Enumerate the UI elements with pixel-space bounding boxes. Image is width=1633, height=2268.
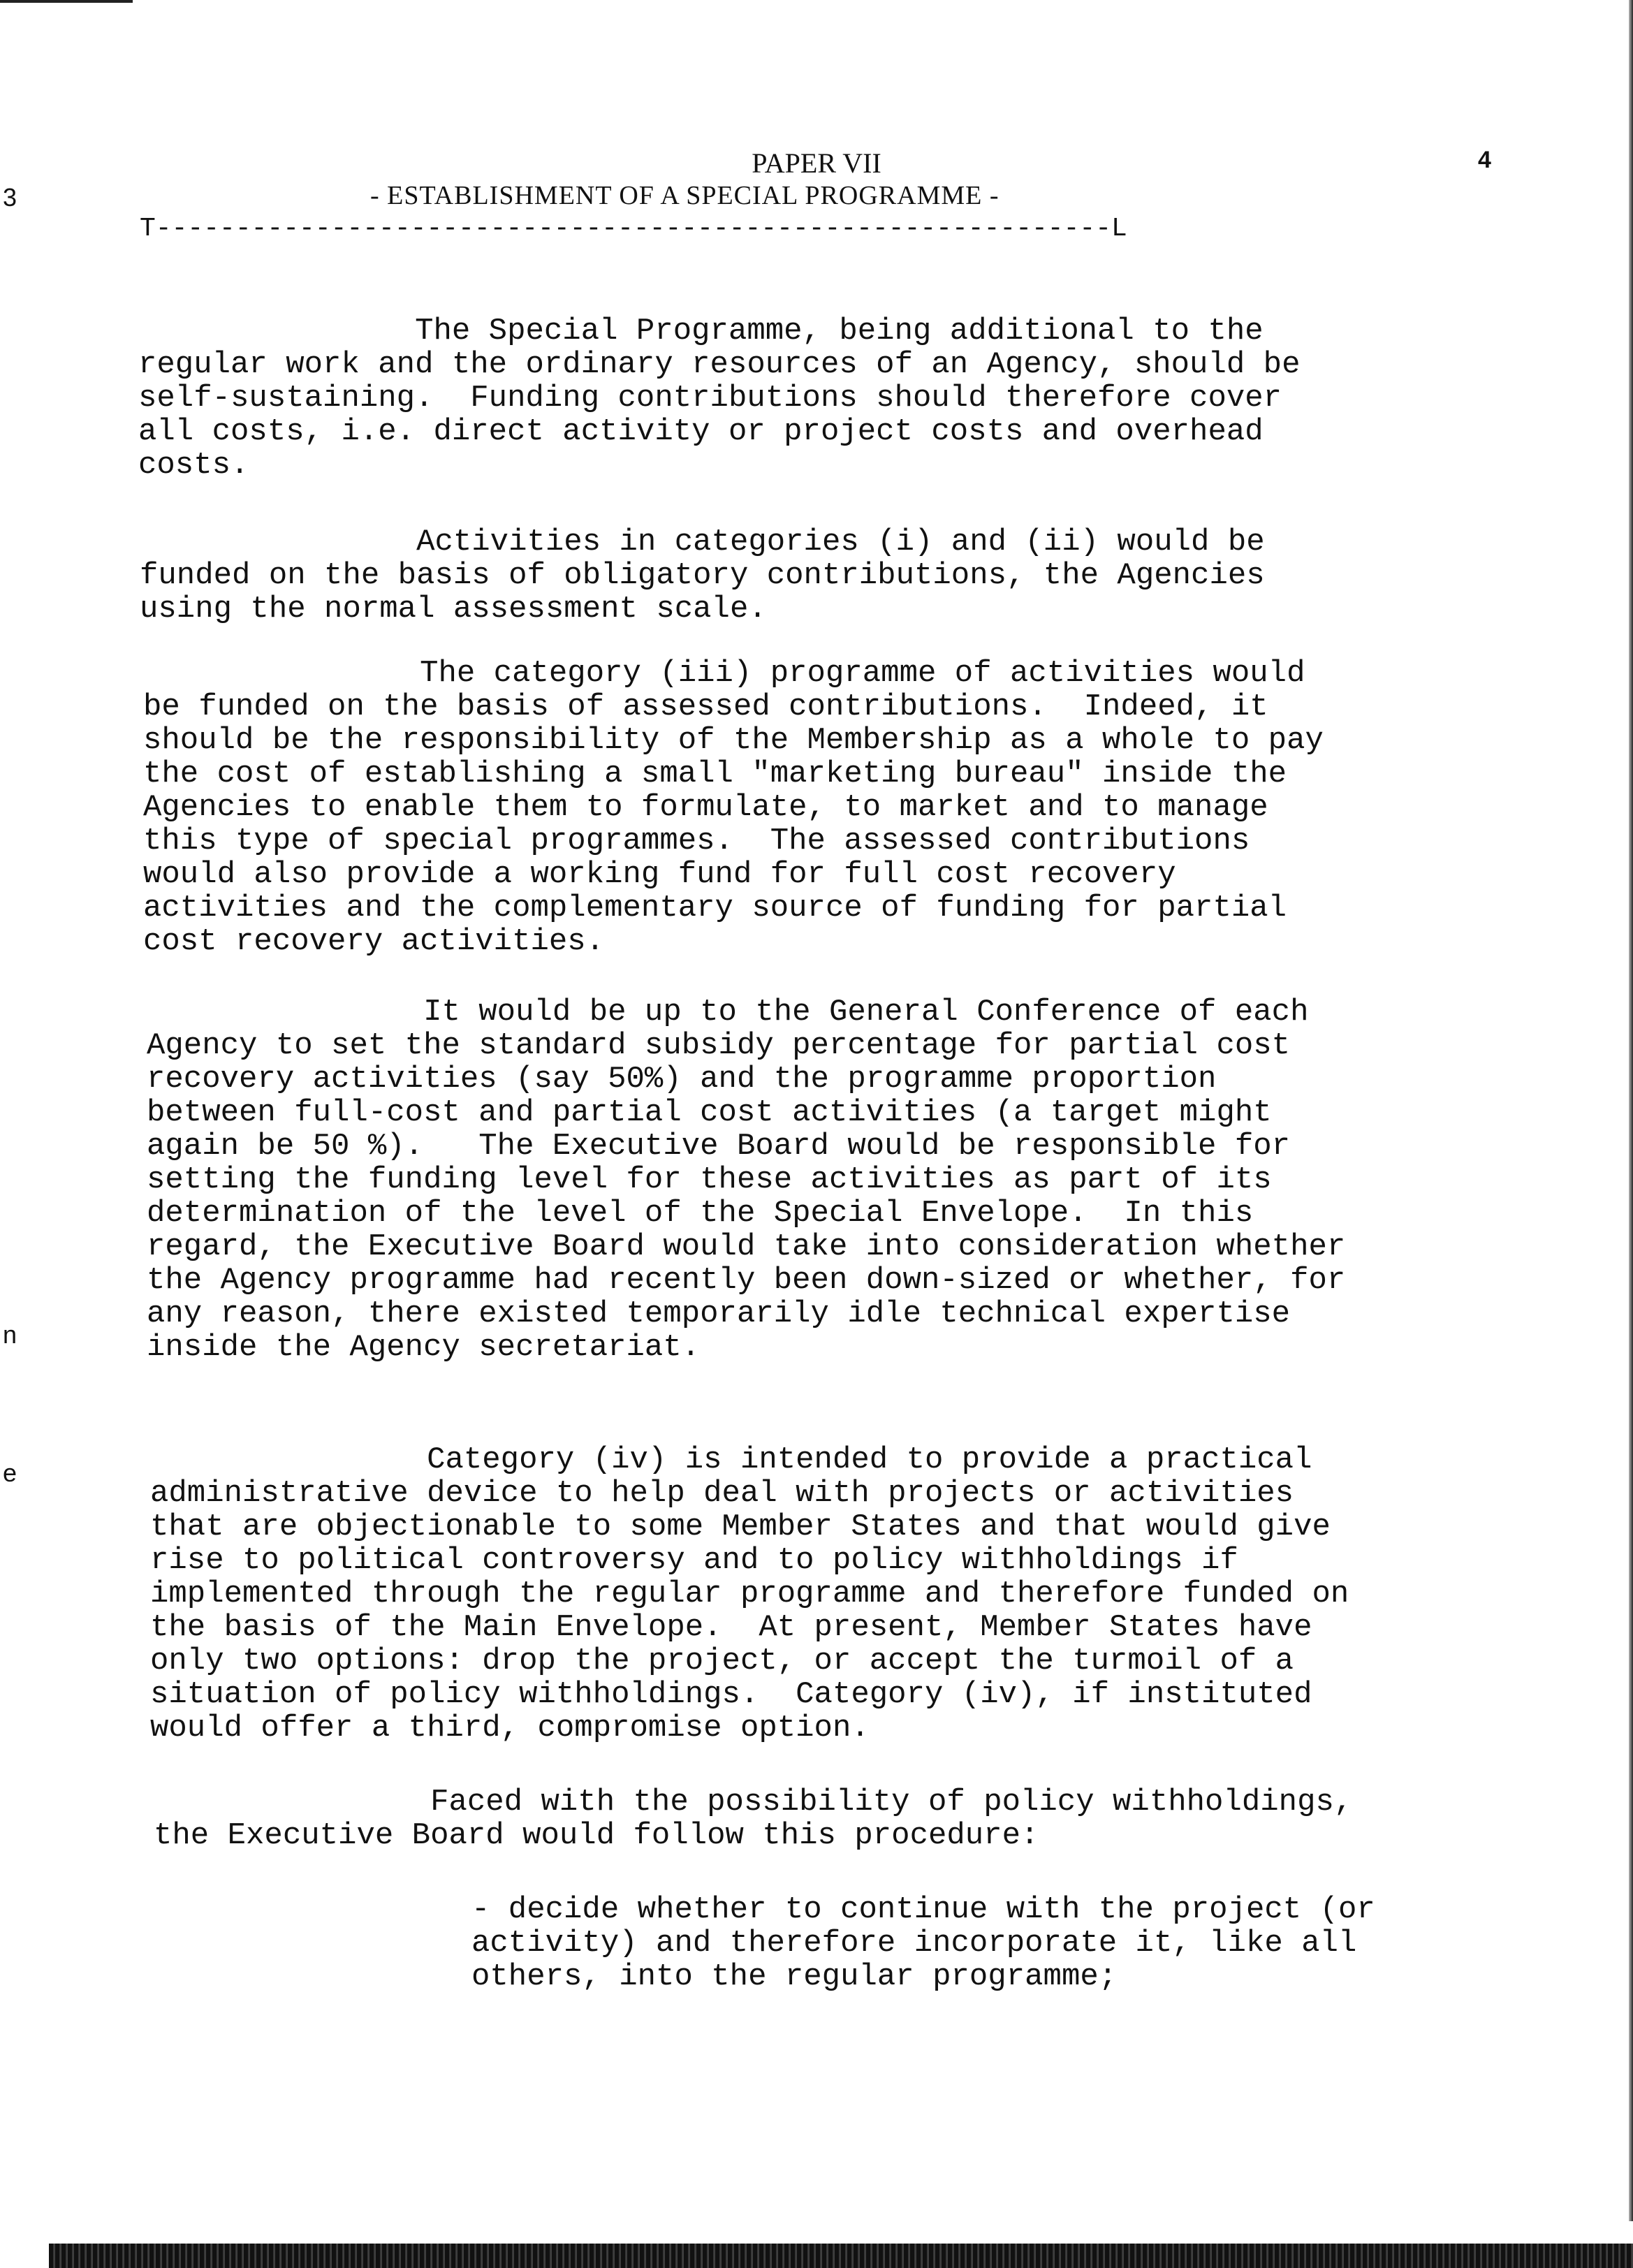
paragraph-category-iv: Category (iv) is intended to provide a practical administrative device to help deal with projects or activities that are objectionable to some Member States and that would give rise to political controversy and to policy withholdings if implemented through the regular programme and therefore funded on the basis of the Main Envelope. At present, Member States have only two options: drop the project, or accept the turmoil of a situation of policy withholdings. Category (iv), if instituted would offer a third, compromise option. bbox=[150, 1442, 1349, 1746]
paper-title: PAPER VII bbox=[752, 147, 881, 179]
page-number: 4 bbox=[1478, 147, 1491, 173]
paragraph-procedure: Faced with the possibility of policy withholdings, the Executive Board would follow this procedure: bbox=[154, 1785, 1353, 1853]
margin-mark: 3 bbox=[3, 183, 17, 212]
scan-right-edge bbox=[1629, 0, 1633, 2221]
margin-mark: e bbox=[3, 1458, 17, 1487]
paragraph-categories-i-ii: Activities in categories (i) and (ii) would be funded on the basis of obligatory contributions, the Agencies using the normal assessment scale. bbox=[140, 525, 1265, 627]
paper-subtitle: - ESTABLISHMENT OF A SPECIAL PROGRAMME - bbox=[370, 181, 999, 210]
paragraph-general-conference: It would be up to the General Conference of each Agency to set the standard subsidy percentage for partial cost recovery activities (say 50%) and the programme proportion between full-cost and partial cost activities (a target might again be 50 %). The Executive Board would be responsible for setting the funding level for these activities as part of its determination of the level of the Special Envelope. In this regard, the Executive Board would take into consideration whether the Agency programme had recently been down-sized or whether, for any reason, there existed temporarily idle technical expertise inside the Agency secretariat. bbox=[147, 995, 1346, 1365]
paragraph-self-sustaining: The Special Programme, being additional to the regular work and the ordinary resources of an Agency, should be self-sustaining. Funding contributions should therefore cover all costs, i.e. direct activity or project costs and overhead costs. bbox=[138, 314, 1301, 483]
header-rule: T------------------------------------------------------------L bbox=[140, 214, 1127, 244]
list-item-procedure-step: - decide whether to continue with the project (or activity) and therefore incorporate it, like all others, into the regular programme; bbox=[471, 1892, 1375, 1994]
scan-edge-mark bbox=[0, 0, 133, 3]
scan-bottom-edge bbox=[49, 2244, 1633, 2268]
margin-mark: n bbox=[3, 1320, 17, 1349]
paragraph-category-iii: The category (iii) programme of activities would be funded on the basis of assessed contributions. Indeed, it should be the responsibility of the Membership as a whole to pay the cost of establishing a small "marketing bureau" inside the Agencies to enable them to formulate, to market and to manage this type of special programmes. The assessed contributions would also provide a working fund for full cost recovery activities and the complementary source of funding for partial cost recovery activities. bbox=[143, 656, 1324, 959]
